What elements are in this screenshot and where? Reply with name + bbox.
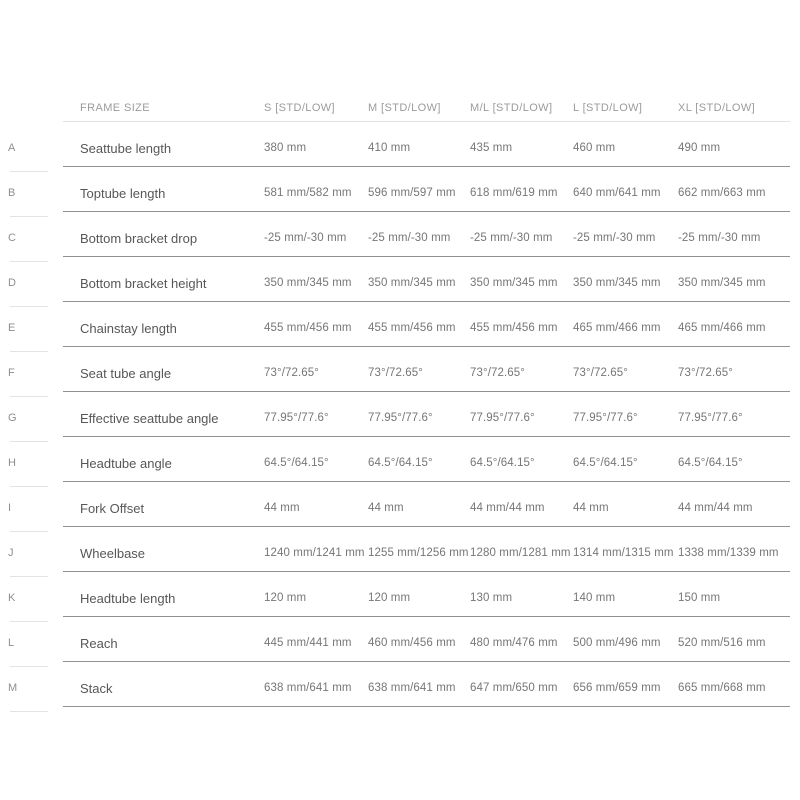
row-letter-label: F xyxy=(8,347,63,392)
row-parameter-label: Reach xyxy=(80,635,118,651)
row-value: 410 mm xyxy=(368,142,411,154)
row-content xyxy=(63,167,790,212)
row-value: 490 mm xyxy=(678,142,721,154)
table-row xyxy=(8,572,790,617)
row-letter-label: H xyxy=(8,437,63,482)
row-value: 64.5°/64.15° xyxy=(573,457,638,469)
row-value: 1255 mm/1256 mm xyxy=(368,547,469,559)
row-parameter-label: Seat tube angle xyxy=(80,365,172,381)
row-value: 656 mm/659 mm xyxy=(573,682,661,694)
row-content xyxy=(63,212,790,257)
row-letter-label: D xyxy=(8,257,63,302)
row-value: 130 mm xyxy=(470,592,513,604)
table-row xyxy=(8,437,790,482)
row-value: 77.95°/77.6° xyxy=(470,412,535,424)
row-value: 64.5°/64.15° xyxy=(264,457,329,469)
row-value: 77.95°/77.6° xyxy=(573,412,638,424)
row-parameter-label: Effective seattube angle xyxy=(80,410,219,426)
row-value: 662 mm/663 mm xyxy=(678,187,766,199)
row-value: 465 mm/466 mm xyxy=(678,322,766,334)
column-header-size-xl: XL [STD/LOW] xyxy=(678,102,756,114)
row-value: 44 mm/44 mm xyxy=(678,502,753,514)
row-content xyxy=(63,122,790,167)
row-letter-label: G xyxy=(8,392,63,437)
row-value: 435 mm xyxy=(470,142,513,154)
row-letter-label: B xyxy=(8,167,63,212)
row-value: 1314 mm/1315 mm xyxy=(573,547,674,559)
row-value: -25 mm/-30 mm xyxy=(678,232,761,244)
row-value: 596 mm/597 mm xyxy=(368,187,456,199)
row-value: 150 mm xyxy=(678,592,721,604)
row-value: 73°/72.65° xyxy=(368,367,423,379)
row-value: 455 mm/456 mm xyxy=(368,322,456,334)
row-value: -25 mm/-30 mm xyxy=(573,232,656,244)
row-value: 480 mm/476 mm xyxy=(470,637,558,649)
column-header-frame-size: FRAME SIZE xyxy=(80,102,151,114)
row-content xyxy=(63,347,790,392)
table-row xyxy=(8,212,790,257)
row-parameter-label: Stack xyxy=(80,680,113,696)
row-value: 120 mm xyxy=(368,592,411,604)
row-content xyxy=(63,437,790,482)
row-parameter-label: Headtube angle xyxy=(80,455,172,471)
row-value: 77.95°/77.6° xyxy=(264,412,329,424)
table-row xyxy=(8,302,790,347)
row-value: 638 mm/641 mm xyxy=(264,682,352,694)
row-value: 460 mm xyxy=(573,142,616,154)
row-value: 1280 mm/1281 mm xyxy=(470,547,571,559)
row-parameter-label: Bottom bracket height xyxy=(80,275,207,291)
row-value: 64.5°/64.15° xyxy=(678,457,743,469)
row-value: 73°/72.65° xyxy=(264,367,319,379)
row-value: 380 mm xyxy=(264,142,307,154)
row-value: 638 mm/641 mm xyxy=(368,682,456,694)
row-parameter-label: Chainstay length xyxy=(80,320,177,336)
row-parameter-label: Bottom bracket drop xyxy=(80,230,198,246)
table-row xyxy=(8,482,790,527)
row-value: 618 mm/619 mm xyxy=(470,187,558,199)
row-parameter-label: Wheelbase xyxy=(80,545,146,561)
row-letter-label: L xyxy=(8,617,63,662)
row-value: 120 mm xyxy=(264,592,307,604)
column-header-size-m: M [STD/LOW] xyxy=(368,102,441,114)
row-value: 350 mm/345 mm xyxy=(678,277,766,289)
row-value: 77.95°/77.6° xyxy=(368,412,433,424)
row-value: 73°/72.65° xyxy=(678,367,733,379)
header-gutter xyxy=(8,100,63,122)
row-value: 44 mm xyxy=(368,502,404,514)
row-content xyxy=(63,392,790,437)
table-row xyxy=(8,257,790,302)
row-value: -25 mm/-30 mm xyxy=(470,232,553,244)
row-value: 665 mm/668 mm xyxy=(678,682,766,694)
table-row xyxy=(8,122,790,167)
row-letter-label: A xyxy=(8,122,63,167)
row-value: 140 mm xyxy=(573,592,616,604)
frame-geometry-table xyxy=(8,100,790,707)
row-value: -25 mm/-30 mm xyxy=(264,232,347,244)
row-value: 647 mm/650 mm xyxy=(470,682,558,694)
row-value: 350 mm/345 mm xyxy=(573,277,661,289)
table-header-row xyxy=(8,100,790,122)
row-parameter-label: Fork Offset xyxy=(80,500,145,516)
table-row xyxy=(8,617,790,662)
row-letter-label: I xyxy=(8,482,63,527)
header-content xyxy=(63,100,790,122)
row-value: 445 mm/441 mm xyxy=(264,637,352,649)
column-header-size-l: L [STD/LOW] xyxy=(573,102,643,114)
row-parameter-label: Toptube length xyxy=(80,185,166,201)
row-value: 73°/72.65° xyxy=(470,367,525,379)
table-row xyxy=(8,347,790,392)
table-row xyxy=(8,527,790,572)
row-value: 350 mm/345 mm xyxy=(264,277,352,289)
row-content xyxy=(63,257,790,302)
table-row xyxy=(8,167,790,212)
row-value: 465 mm/466 mm xyxy=(573,322,661,334)
row-content xyxy=(63,572,790,617)
row-content xyxy=(63,617,790,662)
table-body xyxy=(8,122,790,707)
row-value: 77.95°/77.6° xyxy=(678,412,743,424)
row-letter-label: C xyxy=(8,212,63,257)
row-value: 44 mm xyxy=(264,502,300,514)
row-content xyxy=(63,662,790,707)
column-header-size-ml: M/L [STD/LOW] xyxy=(470,102,553,114)
row-letter-label: J xyxy=(8,527,63,572)
row-content xyxy=(63,302,790,347)
row-parameter-label: Seattube length xyxy=(80,140,172,156)
row-value: 520 mm/516 mm xyxy=(678,637,766,649)
table-row xyxy=(8,662,790,707)
row-value: 455 mm/456 mm xyxy=(470,322,558,334)
row-value: 460 mm/456 mm xyxy=(368,637,456,649)
row-value: 73°/72.65° xyxy=(573,367,628,379)
row-value: 455 mm/456 mm xyxy=(264,322,352,334)
row-value: 640 mm/641 mm xyxy=(573,187,661,199)
row-value: 500 mm/496 mm xyxy=(573,637,661,649)
row-value: -25 mm/-30 mm xyxy=(368,232,451,244)
row-parameter-label: Headtube length xyxy=(80,590,176,606)
row-content xyxy=(63,482,790,527)
row-value: 44 mm xyxy=(573,502,609,514)
column-header-size-s: S [STD/LOW] xyxy=(264,102,336,114)
row-value: 64.5°/64.15° xyxy=(368,457,433,469)
row-letter-label: E xyxy=(8,302,63,347)
row-value: 64.5°/64.15° xyxy=(470,457,535,469)
row-value: 1240 mm/1241 mm xyxy=(264,547,365,559)
row-value: 581 mm/582 mm xyxy=(264,187,352,199)
row-value: 350 mm/345 mm xyxy=(470,277,558,289)
row-value: 44 mm/44 mm xyxy=(470,502,545,514)
table-row xyxy=(8,392,790,437)
row-letter-label: M xyxy=(8,662,63,707)
row-value: 350 mm/345 mm xyxy=(368,277,456,289)
row-content xyxy=(63,527,790,572)
row-letter-label: K xyxy=(8,572,63,617)
row-value: 1338 mm/1339 mm xyxy=(678,547,779,559)
